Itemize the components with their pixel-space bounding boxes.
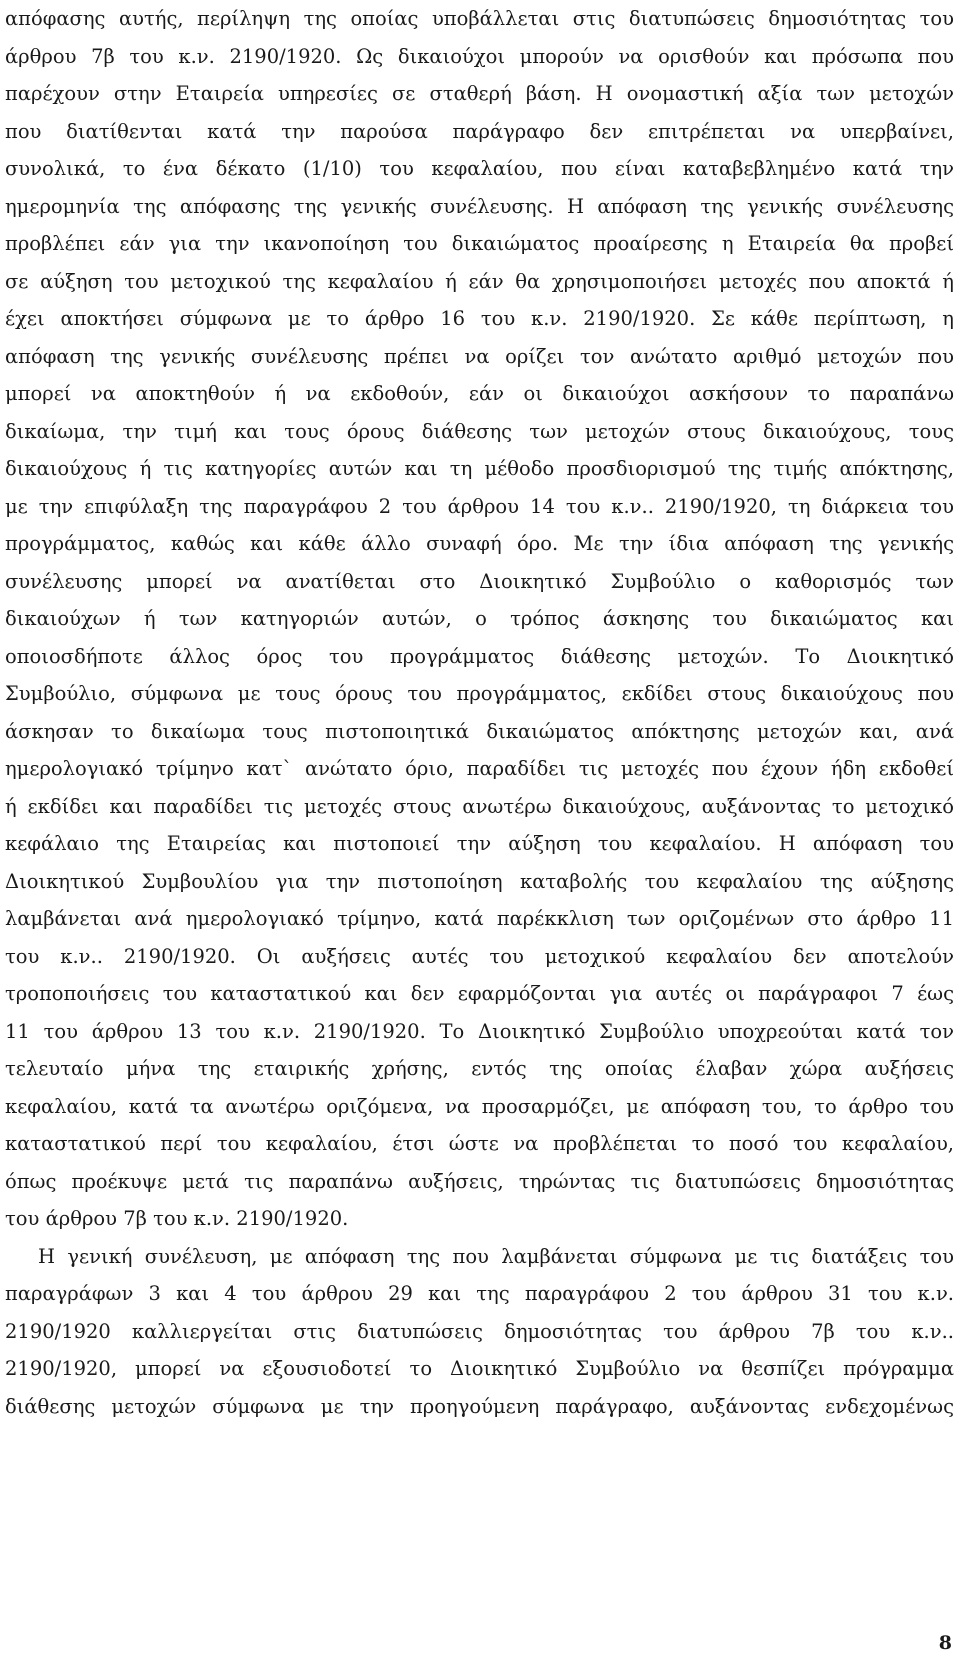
text-line: δικαιούχων ή των κατηγοριών αυτών, ο τρόπος άσκησης του δικαιώματος και — [5, 607, 954, 630]
text-line: Διοικητικού Συμβουλίου για την πιστοποίηση καταβολής του κεφαλαίου της αύξησης — [5, 869, 954, 893]
text-line: όπως προέκυψε μετά τις παραπάνω αυξήσεις, τηρώντας τις διατυπώσεις δημοσιότητας — [5, 1169, 954, 1193]
text-line: του κ.ν.. 2190/1920. Οι αυξήσεις αυτές του μετοχικού κεφαλαίου δεν αποτελούν — [5, 944, 954, 968]
text-line: διάθεσης μετοχών σύμφωνα με την προηγούμενη παράγραφο, αυξάνοντας ενδεχομένως — [5, 1394, 954, 1418]
text-line: 2190/1920 καλλιεργείται στις διατυπώσεις δημοσιότητας του άρθρου 7β του κ.ν.. — [5, 1319, 954, 1343]
text-line: κεφαλαίου, κατά τα ανωτέρω οριζόμενα, να προσαρμόζει, με απόφαση του, το άρθρο του — [5, 1094, 954, 1118]
document-body — [5, 0, 954, 1425]
text-line: απόφασης αυτής, περίληψη της οποίας υποβάλλεται στις διατυπώσεις δημοσιότητας του — [5, 7, 954, 30]
text-line: προβλέπει εάν για την ικανοποίηση του δικαιώματος προαίρεσης η Εταιρεία θα προβεί — [5, 232, 954, 255]
text-line: Η γενική συνέλευση, με απόφαση της που λαμβάνεται σύμφωνα με τις διατάξεις του — [38, 1244, 954, 1268]
text-line: δικαίωμα, την τιμή και τους όρους διάθεσης των μετοχών στους δικαιούχους, τους — [5, 419, 954, 443]
text-line: οποιοσδήποτε άλλος όρος του προγράμματος διάθεσης μετοχών. Το Διοικητικό — [5, 644, 954, 668]
text-line: συνέλευσης μπορεί να ανατίθεται στο Διοικητικό Συμβούλιο ο καθορισμός των — [5, 569, 954, 593]
text-line: προγράμματος, καθώς και κάθε άλλο συναφή όρο. Με την ίδια απόφαση της γενικής — [5, 532, 954, 555]
text-line: καταστατικού περί του κεφαλαίου, έτσι ώστε να προβλέπεται το ποσό του κεφαλαίου, — [5, 1132, 954, 1155]
text-line: 11 του άρθρου 13 του κ.ν. 2190/1920. Το Διοικητικό Συμβούλιο υποχρεούται κατά τον — [5, 1019, 954, 1043]
text-line: συνολικά, το ένα δέκατο (1/10) του κεφαλαίου, που είναι καταβεβλημένο κατά την — [5, 157, 954, 180]
text-line: κεφάλαιο της Εταιρείας και πιστοποιεί την αύξηση του κεφαλαίου. Η απόφαση του — [5, 832, 954, 855]
text-line: του άρθρου 7β του κ.ν. 2190/1920. — [5, 1207, 349, 1230]
text-line: μπορεί να αποκτηθούν ή να εκδοθούν, εάν οι δικαιούχοι ασκήσουν το παραπάνω — [5, 382, 954, 405]
text-line: λαμβάνεται ανά ημερολογιακό τρίμηνο, κατά παρέκκλιση των οριζομένων στο άρθρο 11 — [5, 907, 954, 930]
text-line: 2190/1920, μπορεί να εξουσιοδοτεί το Διοικητικό Συμβούλιο να θεσπίζει πρόγραμμα — [5, 1357, 954, 1380]
text-line: άσκησαν το δικαίωμα τους πιστοποιητικά δικαιώματος απόκτησης μετοχών και, ανά — [5, 719, 954, 743]
text-line: σε αύξηση του μετοχικού της κεφαλαίου ή εάν θα χρησιμοποιήσει μετοχές που αποκτά ή — [5, 269, 954, 293]
text-line: δικαιούχους ή τις κατηγορίες αυτών και τη μέθοδο προσδιορισμού της τιμής απόκτησης, — [5, 457, 954, 480]
page-number: 8 — [938, 1632, 952, 1654]
text-line: παραγράφων 3 και 4 του άρθρου 29 και της παραγράφου 2 του άρθρου 31 του κ.ν. — [5, 1282, 954, 1305]
text-line: Συμβούλιο, σύμφωνα με τους όρους του προγράμματος, εκδίδει στους δικαιούχους που — [5, 682, 954, 705]
text-line: έχει αποκτήσει σύμφωνα με το άρθρο 16 του κ.ν. 2190/1920. Σε κάθε περίπτωση, η — [5, 307, 954, 330]
text-line: που διατίθενται κατά την παρούσα παράγραφο δεν επιτρέπεται να υπερβαίνει, — [5, 119, 954, 143]
text-line: ημερολογιακό τρίμηνο κατ` ανώτατο όριο, παραδίδει τις μετοχές που έχουν ήδη εκδοθεί — [5, 757, 954, 780]
text-line: τελευταίο μήνα της εταιρικής χρήσης, εντός της οποίας έλαβαν χώρα αυξήσεις — [5, 1057, 954, 1080]
text-line: παρέχουν στην Εταιρεία υπηρεσίες σε σταθερή βάση. Η ονομαστική αξία των μετοχών — [5, 82, 954, 105]
text-line: με την επιφύλαξη της παραγράφου 2 του άρθρου 14 του κ.ν.. 2190/1920, τη διάρκεια του — [5, 494, 954, 518]
text-line: άρθρου 7β του κ.ν. 2190/1920. Ως δικαιούχοι μπορούν να ορισθούν και πρόσωπα που — [5, 44, 954, 68]
text-line: απόφαση της γενικής συνέλευσης πρέπει να ορίζει τον ανώτατο αριθμό μετοχών που — [5, 344, 954, 368]
text-line: ή εκδίδει και παραδίδει τις μετοχές στους ανωτέρω δικαιούχους, αυξάνοντας το μετοχικό — [5, 794, 954, 818]
text-line: ημερομηνία της απόφασης της γενικής συνέλευσης. Η απόφαση της γενικής συνέλευσης — [5, 194, 954, 218]
text-line: τροποποιήσεις του καταστατικού και δεν εφαρμόζονται για αυτές οι παράγραφοι 7 έως — [5, 982, 954, 1005]
